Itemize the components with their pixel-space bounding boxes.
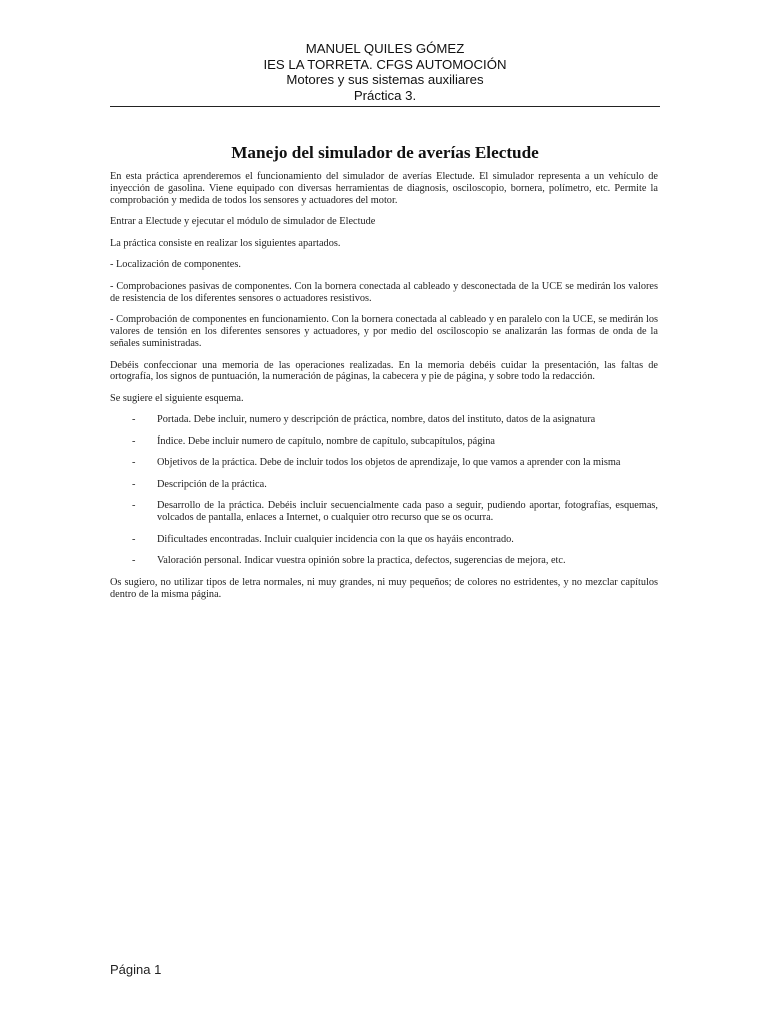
list-dash: - <box>132 500 136 512</box>
list-item-text: Valoración personal. Indicar vuestra opinión sobre la practica, defectos, sugerencias de mejora, etc. <box>157 555 566 567</box>
header-subject: Motores y sus sistemas auxiliares <box>286 72 484 88</box>
paragraph-memory: Debéis confeccionar una memoria de las operaciones realizadas. En la memoria debéis cuidar la presentación, las faltas de ortografía, los signos de puntuación, la numeración de páginas, la cabecera y pie de página, y sobre todo la redacción. <box>110 359 658 383</box>
header-author: MANUEL QUILES GÓMEZ <box>305 41 465 56</box>
list-item <box>110 479 658 491</box>
header-divider <box>110 106 660 107</box>
paragraph-enter: Entrar a Electude y ejecutar el módulo de simulador de Electude <box>110 216 376 228</box>
list-dash: - <box>132 457 136 469</box>
list-item-text: Objetivos de la práctica. Debe de incluir todos los objetos de aprendizaje, lo que vamos a aprender con la misma <box>157 457 621 469</box>
list-item <box>110 500 658 524</box>
paragraph-passive-checks: - Comprobaciones pasivas de componentes. Con la bornera conectada al cableado y desconectada de la UCE se medirán los valores de resistencia de los diferentes sensores o actuadores resistivos. <box>110 280 658 304</box>
list-item-text: Índice. Debe incluir numero de capítulo, nombre de capítulo, subcapítulos, página <box>157 435 495 447</box>
paragraph-suggest: Se sugiere el siguiente esquema. <box>110 392 244 404</box>
list-dash: - <box>132 533 136 545</box>
paragraph-localization: - Localización de componentes. <box>110 259 241 271</box>
paragraph-operation-checks: - Comprobación de componentes en funcionamiento. Con la bornera conectada al cableado y en paralelo con la UCE, se medirán los valores de tensión en los diferentes sensores y actuadores, y por medio del osciloscopio se analizarán las formas de onda de la señales suministradas. <box>110 314 658 350</box>
list-item-text: Portada. Debe incluir, numero y descripción de práctica, nombre, datos del instituto, datos de la asignatura <box>157 414 596 426</box>
page-number-footer: Página 1 <box>110 962 162 977</box>
list-dash: - <box>132 414 136 426</box>
header-institution: IES LA TORRETA. CFGS AUTOMOCIÓN <box>263 56 507 72</box>
list-item-text: Dificultades encontradas. Incluir cualquier incidencia con la que os hayáis encontrado. <box>157 533 514 545</box>
list-item <box>110 457 658 469</box>
list-item <box>110 534 658 546</box>
list-dash: - <box>132 555 136 567</box>
list-dash: - <box>132 478 136 490</box>
list-item-text: Desarrollo de la práctica. Debéis incluir secuencialmente cada paso a seguir, pudiendo aportar, fotografías, esquemas, volcados de pantalla, enlaces a Internet, o cualquier otro recurso que se os ocurra. <box>157 500 658 524</box>
list-item <box>110 555 658 567</box>
paragraph-intro: En esta práctica aprenderemos el funcionamiento del simulador de averías Electude. El simulador representa a un vehículo de inyección de gasolina. Viene equipado con diversas herramientas de diagnosis, osciloscopio, bornera, polímetro, etc. Permite la comprobación y medida de todos los sensores y actuadores del motor. <box>110 171 658 206</box>
document-body <box>110 171 658 610</box>
list-item-text: Descripción de la práctica. <box>157 478 267 490</box>
list-item <box>110 414 658 426</box>
scheme-list <box>110 414 658 567</box>
paragraph-consists: La práctica consiste en realizar los siguientes apartados. <box>110 237 341 249</box>
page-title: Manejo del simulador de averías Electude <box>231 143 539 162</box>
list-dash: - <box>132 435 136 447</box>
list-item <box>110 436 658 448</box>
page-header <box>110 41 660 103</box>
header-practice-number: Práctica 3. <box>353 87 417 103</box>
paragraph-closing: Os sugiero, no utilizar tipos de letra normales, ni muy grandes, ni muy pequeños; de colores no estridentes, y no mezclar capítulos dentro de la misma página. <box>110 576 658 600</box>
